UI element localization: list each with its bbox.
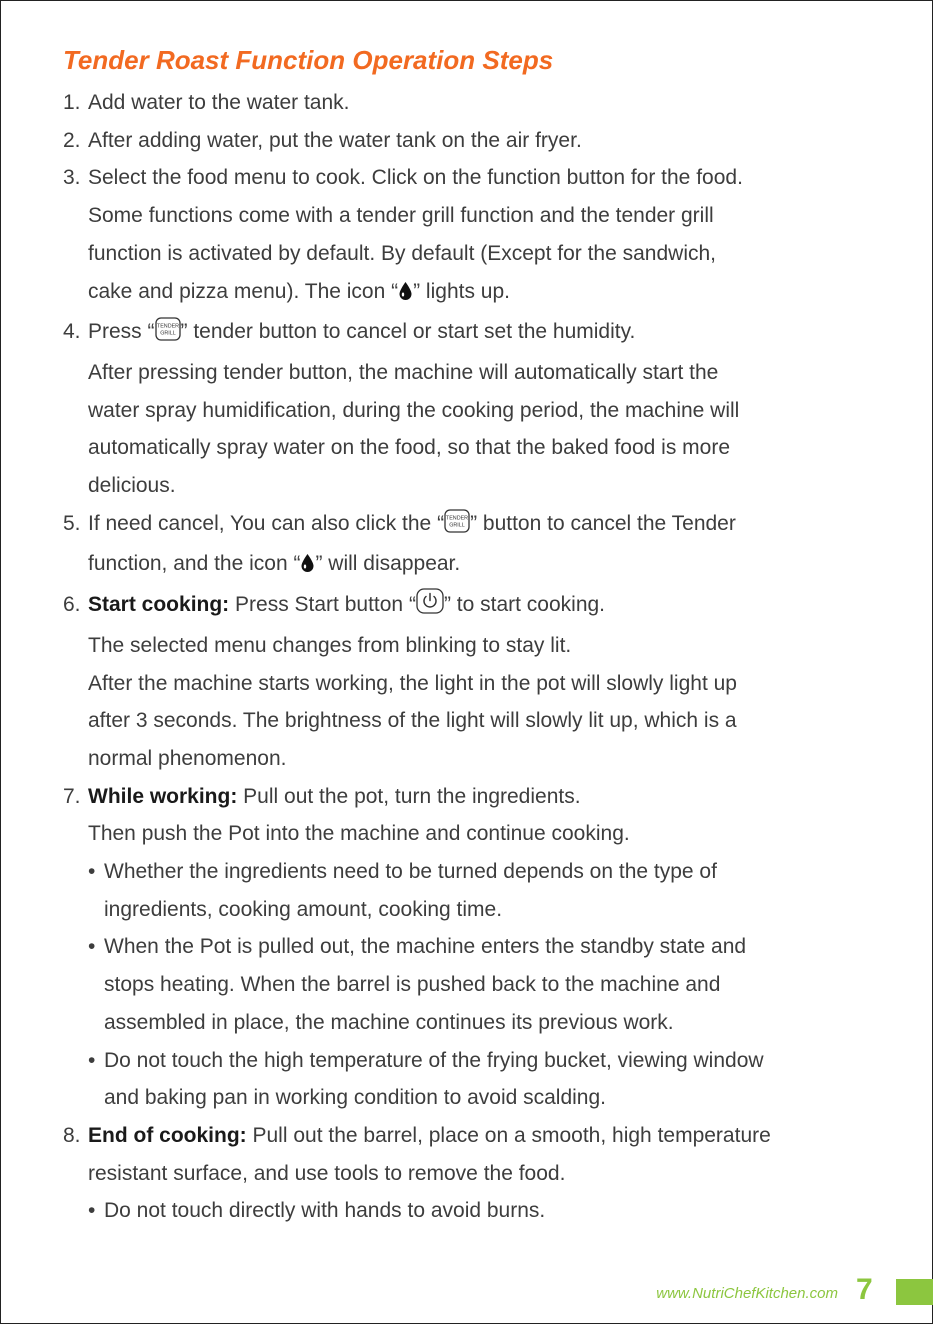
bullet-icon: • xyxy=(88,1048,96,1072)
svg-text:GRILL: GRILL xyxy=(449,522,465,529)
bullet-icon: • xyxy=(88,935,96,959)
step-4-line: delicious. xyxy=(88,474,176,498)
footer-website-link[interactable]: www.NutriChefKitchen.com xyxy=(656,1285,838,1302)
bullet-item-line: stops heating. When the barrel is pushed back to the machine and xyxy=(104,973,721,997)
step-6: 6. Start cooking: Press Start button “ ” to start cooking. xyxy=(63,586,883,627)
step-7: 7. While working: Pull out the pot, turn the ingredients. xyxy=(63,784,581,808)
step-4-line: automatically spray water on the food, so that the baked food is more xyxy=(88,436,731,460)
step-6-line: After the machine starts working, the light in the pot will slowly light up xyxy=(88,671,737,695)
step-6-line: after 3 seconds. The brightness of the light will slowly lit up, which is a xyxy=(88,709,737,733)
step-6-line: normal phenomenon. xyxy=(88,746,287,770)
power-icon xyxy=(416,588,444,627)
bullet-item-line: and baking pan in working condition to avoid scalding. xyxy=(104,1086,607,1110)
bullet-icon: • xyxy=(88,860,96,884)
page-number: 7 xyxy=(856,1273,873,1306)
step-6-line: The selected menu changes from blinking to stay lit. xyxy=(88,633,572,657)
page-tab-decoration xyxy=(896,1279,933,1305)
step-3-line: Some functions come with a tender grill function and the tender grill xyxy=(88,204,714,228)
tender-grill-button-icon xyxy=(444,508,470,546)
svg-text:GRILL: GRILL xyxy=(159,330,176,337)
step-3-line: function is activated by default. By default (Except for the sandwich, xyxy=(88,241,717,265)
steps-list xyxy=(63,84,883,1230)
water-drop-icon xyxy=(300,548,315,586)
step-2: 2. After adding water, put the water tank on the air fryer. xyxy=(63,128,582,152)
step-3: 3. Select the food menu to cook. Click on the function button for the food. xyxy=(63,166,743,190)
bullet-item: • Do not touch the high temperature of the frying bucket, viewing window xyxy=(63,1042,883,1080)
step-8-line: resistant surface, and use tools to remove the food. xyxy=(88,1161,566,1185)
step-5-line: function, and the icon “ ” will disappear. xyxy=(63,545,883,586)
step-8: 8. End of cooking: Pull out the barrel, place on a smooth, high temperature xyxy=(63,1123,771,1147)
step-5: 5. If need cancel, You can also click the “ TENDER GRILL ” button to cancel the Tender xyxy=(63,505,883,546)
step-7-line: Then push the Pot into the machine and continue cooking. xyxy=(88,822,630,846)
bullet-icon: • xyxy=(88,1199,96,1223)
step-1: 1. Add water to the water tank. xyxy=(63,91,350,114)
tender-grill-button-icon xyxy=(155,316,181,354)
bullet-item: • Whether the ingredients need to be turned depends on the type of xyxy=(63,853,883,891)
bullet-item: • When the Pot is pulled out, the machine enters the standby state and xyxy=(63,928,883,966)
step-4-line: After pressing tender button, the machine will automatically start the xyxy=(88,360,719,384)
bullet-item-line: assembled in place, the machine continues its previous work. xyxy=(104,1010,674,1034)
page-title: Tender Roast Function Operation Steps xyxy=(63,45,554,75)
bullet-item: • Do not touch directly with hands to avoid burns. xyxy=(63,1192,883,1230)
svg-text:TENDER: TENDER xyxy=(445,515,469,522)
water-drop-icon xyxy=(398,276,413,314)
step-3-line: cake and pizza menu). The icon “ ” lights up. xyxy=(63,273,883,314)
step-4: 4. Press “ TENDER GRILL ” tender button to cancel or start set the humidity. xyxy=(63,313,883,354)
svg-text:TENDER: TENDER xyxy=(156,323,179,330)
bullet-item-line: ingredients, cooking amount, cooking time. xyxy=(104,897,503,921)
step-4-line: water spray humidification, during the cooking period, the machine will xyxy=(88,398,740,422)
